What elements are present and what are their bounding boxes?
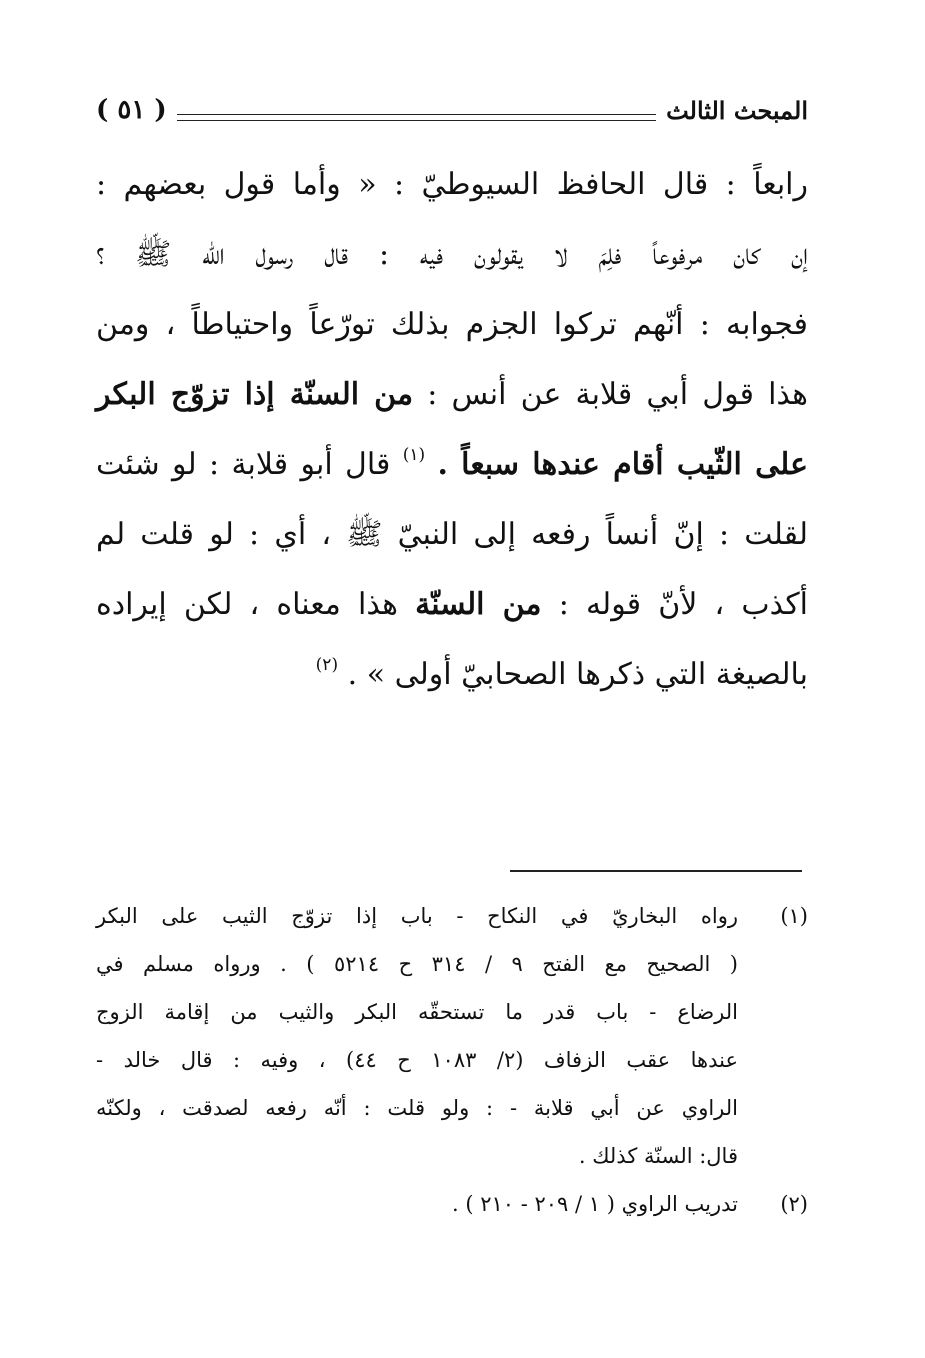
footnote-body [96,892,738,1180]
header-rule [177,114,656,121]
text-segment: قال أبو قلابة : لو شئت [96,447,391,482]
quoted-hadith: على الثّيب أقام عندها سبعاً . [437,447,808,482]
footnote-ref: (٢) [315,655,339,675]
chapter-title: المبحث الثالث [666,95,808,125]
main-text [96,150,808,710]
footnote-body [96,1180,738,1228]
text-line: إن كان مرفوعاً فلِمَ لا يقولون فيه : قال رسول الله ﷺ ؟ [96,237,808,272]
footnote-line: تدريب الراوي ( ١ / ٢٠٩ - ٢١٠ ) . [451,1192,738,1216]
quoted-hadith: من السنّة إذا تزوّج البكر [96,377,414,412]
text-line: رابعاً : قال الحافظ السيوطيّ : « وأما قول بعضهم : [96,167,808,202]
footnote-line: قال: السنّة كذلك . [578,1144,738,1168]
footnote-number: (١) [780,904,808,928]
text-segment: هذا معناه ، لكن إيراده [96,587,398,622]
text-segment: هذا قول أبي قلابة عن أنس : [427,377,808,412]
quoted-phrase: من السنّة [415,587,542,622]
footnote-ref: (١) [402,445,426,465]
text-line [96,360,808,430]
footnotes [96,892,808,1228]
footnote-line: عندها عقب الزفاف (٢/ ١٠٨٣ ح ٤٤) ، وفيه : قال خالد - [96,1048,738,1072]
running-header [96,88,808,132]
text-line [96,570,808,640]
footnote [96,892,808,1180]
text-line: لقلت : إنّ أنساً رفعه إلى النبيّ ﷺ ، أي : لو قلت لم [96,517,808,552]
footnote-line: ( الصحيح مع الفتح ٩ / ٣١٤ ح ٥٢١٤ ) . ورواه مسلم في [96,952,738,976]
footnote [96,1180,808,1228]
text-line [96,430,808,500]
text-segment: أكذب ، لأنّ قوله : [558,587,808,622]
footnote-line: رواه البخاريّ في النكاح - باب إذا تزوّج الثيب على البكر [96,904,738,928]
footnote-line: الراوي عن أبي قلابة - : ولو قلت : أنّه رفعه لصدقت ، ولكنّه [96,1096,738,1120]
text-line: فجوابه : أنّهم تركوا الجزم بذلك تورّعاً واحتياطاً ، ومن [96,307,808,342]
text-segment: بالصيغة التي ذكرها الصحابيّ أولى » . [347,657,808,692]
footnote-line: الرضاع - باب قدر ما تستحقّه البكر والثيب من إقامة الزوج [96,1000,738,1024]
page-number: ( ٥١ ) [96,95,167,125]
text-line [96,640,808,710]
footnote-separator [510,870,802,872]
footnote-number: (٢) [780,1192,808,1216]
